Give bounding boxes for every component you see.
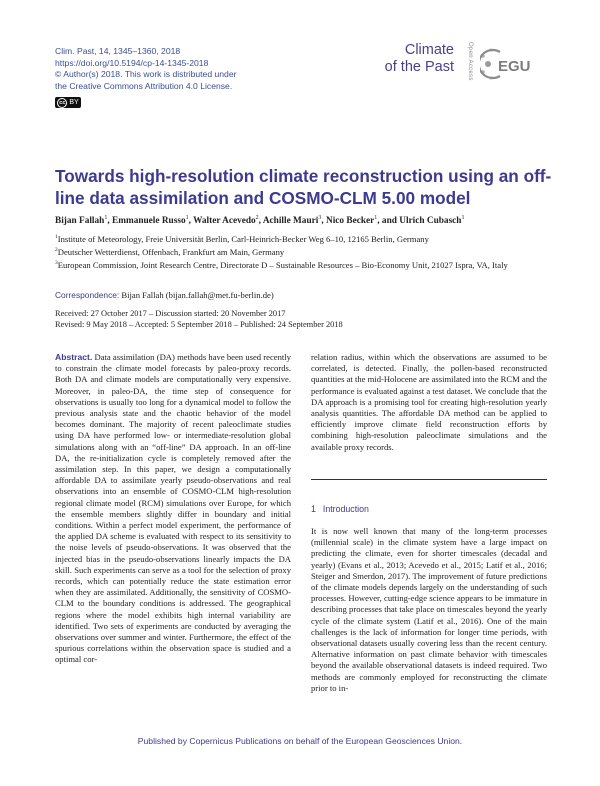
abstract-text-right: relation radius, within which the observations are assumed to be correlated, is detected. Finally, the pollen-based reconstructed quantities at the mid-Holocene are assimilated into the RCM and the performance is evaluated against a test dataset. We conclude that the DA approach is a promising tool for creating high-resolution yearly analysis quantities. The affordable DA method can be applied to efficiently improve climate field reconstruction efforts by combining high-resolution paleoclimate simulations and the available proxy records. xyxy=(311,352,547,452)
introduction-text: It is now well known that many of the long-term processes (millennial scale) in the climate system have a large impact on predicting the climate, even for shorter timescales (decadal and yearly) (Evans et al., 2013; Acevedo et al., 2015; Latif et al., 2016; Steiger and Smerdon, 2017). The improvement of future predictions of the climate models depends largely on the understanding of such processes. However, cutting-edge science appears to be immature in describing processes that take place on timescales beyond the yearly cycle of the climate system (Latif et al., 2016). One of the main challenges is the lack of information for longer time periods, with observational datasets usually covering less than the recent century. Alternative information on past climate behavior with timescales beyond the available observational datasets is indeed required. Two methods are commonly employed for reconstructing the climate prior to in- xyxy=(311,526,547,693)
affiliation-number: 1 xyxy=(55,234,58,240)
copyright-line-2: the Creative Commons Attribution 4.0 License. xyxy=(55,80,233,91)
author-affiliation-mark: 1 xyxy=(185,215,189,221)
egu-logo-text: EGU xyxy=(498,58,531,75)
author-name: Achille Mauri xyxy=(262,216,319,227)
affiliation-number: 2 xyxy=(55,247,58,254)
article-history xyxy=(55,308,535,330)
abstract-label: Abstract. xyxy=(55,352,93,362)
author-name: Nico Becker xyxy=(325,216,375,227)
section-number: 1 xyxy=(311,504,316,514)
author-name: Ulrich Cubasch xyxy=(399,216,462,227)
history-line-1: Received: 27 October 2017 – Discussion started: 20 November 2017 xyxy=(55,309,286,318)
cc-by-license-icon[interactable] xyxy=(55,97,81,108)
cc-icon: cc xyxy=(59,99,66,106)
author-affiliation-mark: 2 xyxy=(255,215,259,221)
affiliation-text: Institute of Meteorology, Freie Universität Berlin, Carl-Heinrich-Becker Weg 6–10, 12165 Berlin, Germany xyxy=(57,233,429,244)
author-name: Walter Acevedo xyxy=(193,216,256,227)
author-affiliation-mark: 1 xyxy=(374,215,378,221)
affiliation-number: 3 xyxy=(55,260,58,267)
journal-name xyxy=(385,42,454,76)
journal-brand xyxy=(362,42,542,86)
author-list xyxy=(55,215,555,226)
publisher-footer: Published by Copernicus Publications on behalf of the European Geosciences Union. xyxy=(137,736,463,746)
journal-name-line-2: of the Past xyxy=(384,59,454,75)
doi-link[interactable]: https://doi.org/10.5194/cp-14-1345-2018 xyxy=(55,57,209,68)
journal-name-line-1: Climate xyxy=(404,42,454,58)
author-name: Emmanuele Russo xyxy=(112,216,186,227)
egu-logo-icon xyxy=(480,44,542,84)
citation-header xyxy=(55,46,236,92)
section-title: Introduction xyxy=(322,504,369,514)
correspondence xyxy=(55,290,535,300)
open-access-label: Open Access xyxy=(467,42,473,81)
author-separator: , xyxy=(107,216,112,227)
abstract-right-column xyxy=(311,352,547,453)
author-affiliation-mark: 3 xyxy=(318,215,322,221)
affiliations xyxy=(55,232,535,271)
affiliation-item xyxy=(55,232,535,245)
abstract-left-column xyxy=(55,352,291,666)
author-affiliation-mark: 1 xyxy=(104,215,108,221)
cc-badge-text: BY xyxy=(69,99,79,106)
abstract-text-left: Data assimilation (DA) methods have been used recently to constrain the climate model forecasts by paleo-proxy records. Both DA and climate models are computationally very expensive. Moreover, in paleo-DA, the time step of consequence for observations is usually too long for a dynamical model to follow the previous analysis state and the chaotic behavior of the model becomes dominant. The majority of recent paleoclimate studies using DA have performed low- or intermediate-resolution global simulations along with an “off-line” DA approach. In an off-line DA, the re-initialization cycle is completely removed after the assimilation step. In this paper, we design a computationally affordable DA to assimilate yearly pseudo-observations and real observations into an ensemble of COSMO-CLM high-resolution regional climate model (RCM) simulations over Europe, for which the ensemble members slightly differ in boundary and initial conditions. Within a perfect model experiment, the performance of the applied DA scheme is evaluated with respect to its sensitivity to the noise levels of pseudo-observations. It was observed that the injected bias in the pseudo-observations linearly impacts the DA skill. Such experiments can serve as a tool for the selection of proxy records, which can potentially reduce the state estimation error when they are assimilated. Additionally, the sensitivity of COSMO-CLM to the boundary conditions is addressed. The geographical regions where the model exhibits high internal variability are identified. Two sets of experiments are conducted by averaging the observations over summer and winter. Furthermore, the effect of the spurious correlations within the observation space is studied and a optimal cor- xyxy=(55,352,291,665)
copyright-line-1: © Author(s) 2018. This work is distributed under xyxy=(55,69,237,80)
paper-title: Towards high-resolution climate reconstruction using an off-line data assimilation and COSMO-CLM 5.00 model xyxy=(55,166,552,208)
affiliation-item xyxy=(55,245,535,258)
affiliation-text: Deutscher Wetterdienst, Offenbach, Frankfurt am Main, Germany xyxy=(57,246,285,257)
author-separator: , xyxy=(321,216,326,227)
journal-citation: Clim. Past, 14, 1345–1360, 2018 xyxy=(55,46,181,56)
author-separator: , and xyxy=(377,216,400,227)
author-name: Bijan Fallah xyxy=(55,216,105,227)
correspondence-label: Correspondence: xyxy=(55,290,120,300)
section-heading-introduction xyxy=(311,504,369,514)
author-separator: , xyxy=(188,216,194,227)
abstract-divider xyxy=(311,479,547,480)
history-line-2: Revised: 9 May 2018 – Accepted: 5 September 2018 – Published: 24 September 2018 xyxy=(55,320,343,330)
affiliation-item xyxy=(55,258,535,271)
affiliation-text: European Commission, Joint Research Centre, Directorate D – Sustainable Resources – Bio-Economy Unit, 21027 Ispra, VA, Italy xyxy=(57,259,508,270)
author-separator: , xyxy=(258,216,263,227)
author-affiliation-mark: 1 xyxy=(461,215,465,221)
correspondence-text[interactable]: Bijan Fallah (bijan.fallah@met.fu-berlin.de) xyxy=(121,290,274,300)
